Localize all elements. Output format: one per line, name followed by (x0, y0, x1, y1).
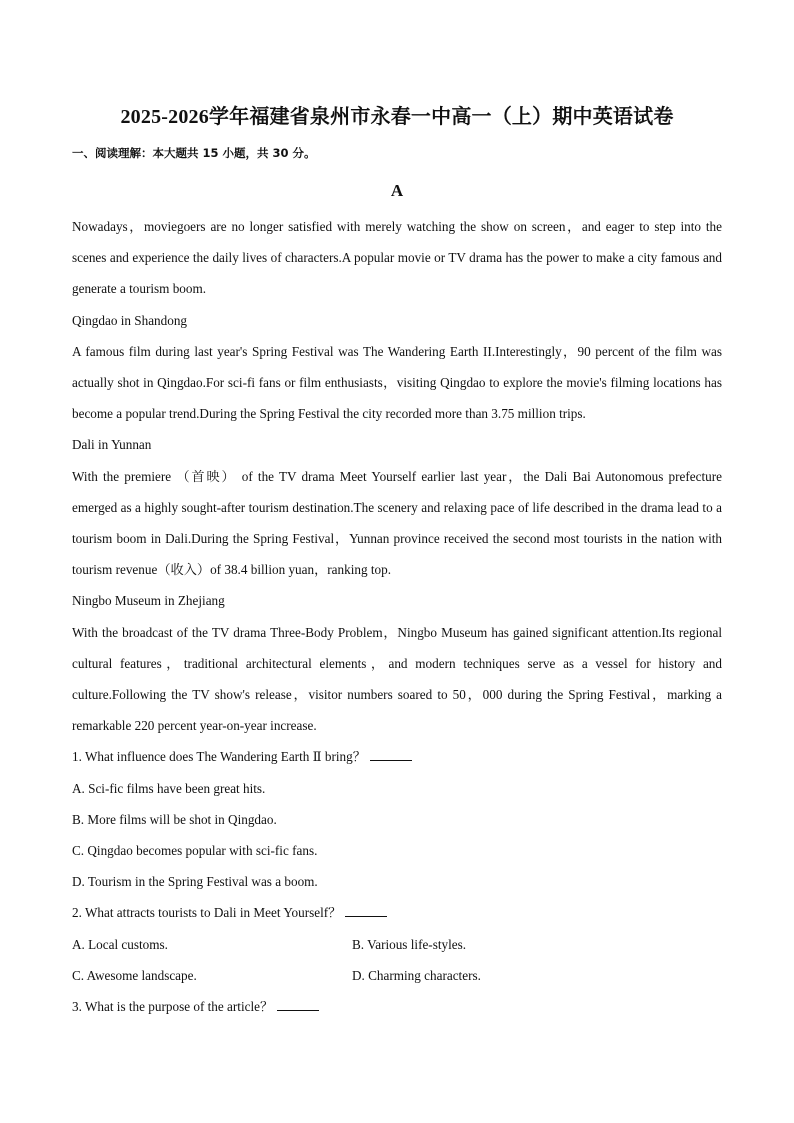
passage-label: A (390, 181, 404, 200)
section-heading-dali: Dali in Yunnan (72, 437, 152, 453)
reading-passage (72, 211, 722, 1022)
answer-blank-3[interactable] (277, 996, 319, 1011)
answer-blank-1[interactable] (370, 746, 412, 761)
q2-options-row-2 (72, 960, 722, 991)
section-text-qingdao: A famous film during last year's Spring Festival was The Wandering Earth II.Interestingly，90 percent of the film was actually shot in Qingdao.For sci-fi fans or film enthusiasts，visiting Qingdao to explore the movie's filming locations has become a popular trend.During the Spring Festival the city recorded more than 3.75 million trips. (72, 343, 722, 422)
q1-option-a[interactable]: A. Sci-fic films have been great hits. (72, 780, 266, 796)
q1-option-b[interactable]: B. More films will be shot in Qingdao. (72, 811, 277, 827)
question-3-stem: 3. What is the purpose of the article？ (72, 999, 274, 1015)
question-1 (72, 741, 722, 772)
exam-title: 2025-2026学年福建省泉州市永春一中高一（上）期中英语试卷 (120, 106, 674, 128)
q2-option-b[interactable]: B. Various life-styles. (352, 936, 467, 952)
q2-options-row-1 (72, 929, 722, 960)
question-1-stem: 1. What influence does The Wandering Earth Ⅱ bring？ (72, 749, 366, 765)
section-heading-ningbo: Ningbo Museum in Zhejiang (72, 593, 225, 609)
q2-option-c[interactable]: C. Awesome landscape. (72, 967, 197, 983)
section-heading-qingdao: Qingdao in Shandong (72, 312, 188, 328)
intro-paragraph: Nowadays，moviegoers are no longer satisfied with merely watching the show on screen，and eager to step into the scenes and experience the daily lives of characters.A popular movie or TV drama has the power to make a city famous and generate a tourism boom. (72, 219, 722, 297)
section-header: 一、阅读理解：本大题共 15 小题，共 30 分。 (72, 146, 316, 160)
section-text-ningbo: With the broadcast of the TV drama Three-Body Problem，Ningbo Museum has gained significant attention.Its regional cultural features，traditional architectural elements，and modern techniques serve as a vessel for history and culture.Following the TV show's release，visitor numbers soared to 50，000 during the Spring Festival，marking a remarkable 220 percent year-on-year increase. (72, 624, 722, 734)
q1-option-c[interactable]: C. Qingdao becomes popular with sci-fic fans. (72, 843, 318, 859)
answer-blank-2[interactable] (345, 902, 387, 917)
question-2 (72, 897, 722, 928)
question-3 (72, 991, 722, 1022)
q2-option-d[interactable]: D. Charming characters. (352, 967, 481, 983)
q2-option-a[interactable]: A. Local customs. (72, 936, 168, 952)
section-text-dali: With the premiere （首映） of the TV drama Meet Yourself earlier last year，the Dali Bai Autonomous prefecture emerged as a highly sought-after tourism destination.The scenery and relaxing pace of life described in the drama lead to a tourism boom in Dali.During the Spring Festival，Yunnan province received the second most tourists in the nation with tourism revenue（收入）of 38.4 billion yuan，ranking top. (72, 468, 722, 578)
q1-option-d[interactable]: D. Tourism in the Spring Festival was a boom. (72, 874, 318, 890)
question-2-stem: 2. What attracts tourists to Dali in Meet Yourself？ (72, 905, 342, 921)
